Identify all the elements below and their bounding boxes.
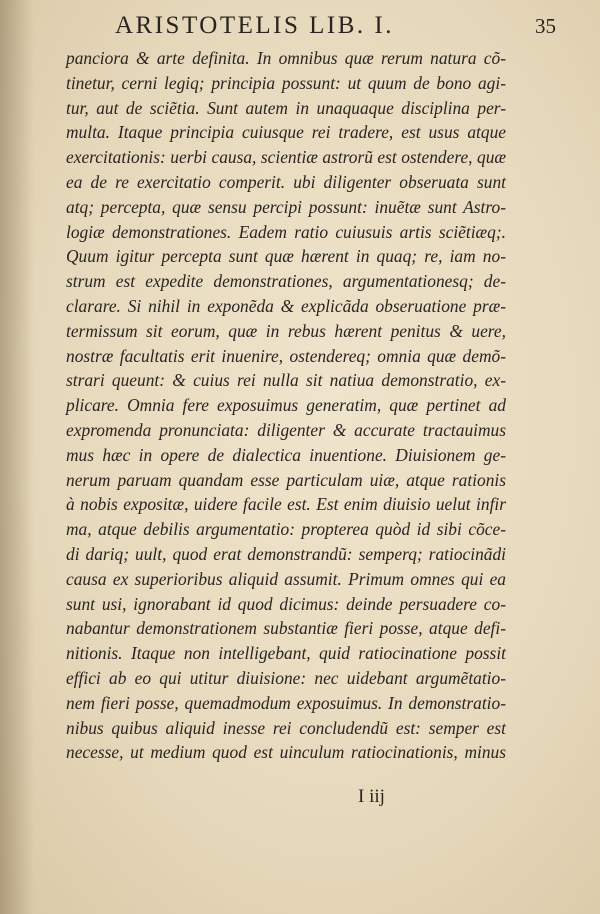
text-line: tinetur, cerni legiq; principia possunt: ut quum de bono agi- (66, 72, 506, 93)
text-line: strum est expedite demonstrationes, argumentationesq; de- (66, 271, 506, 292)
text-line: termissum sit eorum, quæ in rebus hærent penitus & uere, (66, 320, 506, 341)
gutter-shadow (0, 0, 34, 914)
text-line: ea de re exercitatio comperit. ubi diligenter obseruata sunt (66, 171, 506, 192)
running-title: ARISTOTELIS LIB. I. (115, 12, 394, 39)
signature-mark: I iij (358, 786, 385, 807)
text-line: logiæ demonstrationes. Eadem ratio cuiusuis artis sciẽtiæq;. (66, 221, 506, 242)
text-line: necesse, ut medium quod est uinculum ratiocinationis, minus (66, 742, 506, 763)
body-text (66, 46, 506, 765)
page-header (0, 10, 600, 46)
text-line: Quum igitur percepta sunt quæ hærent in quaq; re, iam no- (66, 246, 506, 267)
text-line: ma, atque debilis argumentatio: propterea quòd id sibi cõce- (66, 519, 506, 540)
text-line: clarare. Si nihil in exponẽda & explicãda obseruatione præ- (66, 295, 506, 316)
text-line: nitionis. Itaque non intelligebant, quid ratiocinatione possit (66, 643, 506, 664)
text-line: expromenda pronunciata: diligenter & accurate tractauimus (66, 419, 506, 440)
text-line: atq; percepta, quæ sensu percipi possunt: inuẽtæ sunt Astro- (66, 196, 506, 217)
text-line: tur, aut de sciẽtia. Sunt autem in unaquaque disciplina per- (66, 97, 506, 118)
text-line: multa. Itaque principia cuiusque rei tradere, est usus atque (66, 122, 506, 143)
text-line: nibus quibus aliquid inesse rei concludendũ est: semper est (66, 717, 506, 738)
text-line: nem fieri posse, quemadmodum exposuimus. In demonstratio- (66, 692, 506, 713)
text-line: nostræ facultatis erit inuenire, ostendereq; omnia quæ demõ- (66, 345, 506, 366)
text-line: nerum paruam quandam esse particulam uiæ, atque rationis (66, 469, 506, 490)
text-line: nabantur demonstrationem substantiæ fieri posse, atque defi- (66, 618, 506, 639)
text-line: strari queunt: & cuius rei nulla sit natiua demonstratio, ex- (66, 370, 506, 391)
page-number: 35 (535, 14, 556, 38)
text-line: plicare. Omnia fere exposuimus generatim, quæ pertinet ad (66, 395, 506, 416)
text-line: panciora & arte definita. In omnibus quæ rerum natura cõ- (66, 48, 506, 68)
text-line: exercitationis: uerbi causa, scientiæ astrorũ est ostendere, quæ (66, 147, 506, 168)
text-line: à nobis expositæ, uidere facile est. Est enim diuisio uelut infir (66, 494, 506, 515)
text-line: mus hæc in opere de dialectica inuentione. Diuisionem ge- (66, 444, 506, 465)
text-line: causa ex superioribus aliquid assumit. Primum omnes qui ea (66, 568, 506, 589)
text-line: sunt usi, ignorabant id quod dicimus: deinde persuadere co- (66, 593, 506, 614)
text-line: effici ab eo qui utitur diuisione: nec uidebant argumẽtatio- (66, 667, 506, 688)
text-line: di dariq; uult, quod erat demonstrandũ: semperq; ratiocinãdi (66, 543, 506, 564)
